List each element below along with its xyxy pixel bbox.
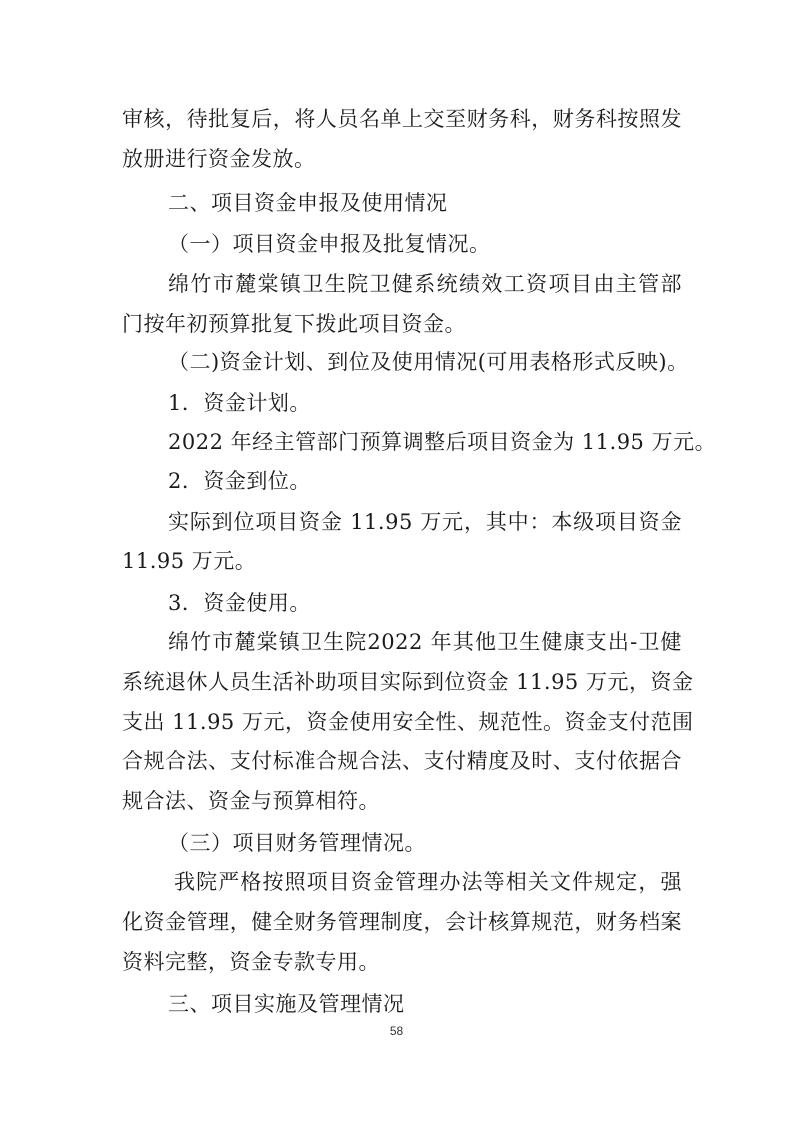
paragraph-line-13: 我院严格按照项目资金管理办法等相关文件规定，强 <box>174 870 682 894</box>
section-heading-2: 二、项目资金申报及使用情况 <box>168 191 448 215</box>
paragraph-line-10: 支出 11.95 万元，资金使用安全性、规范性。资金支付范围 <box>122 710 694 734</box>
paragraph-line-11: 合规合法、支付标准合规合法、支付精度及时、支付依据合 <box>122 749 682 773</box>
paragraph-line-1: 审核，待批复后，将人员名单上交至财务科，财务科按照发 <box>122 107 682 131</box>
subsection-heading-3: （三）项目财务管理情况。 <box>168 831 426 855</box>
paragraph-line-5: 2022 年经主管部门预算调整后项目资金为 11.95 万元。 <box>168 430 717 454</box>
subsection-heading-2: （二)资金计划、到位及使用情况(可用表格形式反映)。 <box>168 350 689 374</box>
paragraph-line-8: 绵竹市麓棠镇卫生院2022 年其他卫生健康支出-卫健 <box>168 630 682 654</box>
subsection-heading-1: （一）项目资金申报及批复情况。 <box>168 232 491 256</box>
paragraph-line-12: 规合法、资金与预算相符。 <box>122 789 380 813</box>
paragraph-line-7: 11.95 万元。 <box>122 549 257 573</box>
item-heading-3: 3．资金使用。 <box>168 591 311 615</box>
paragraph-line-3: 绵竹市麓棠镇卫生院卫健系统绩效工资项目由主管部 <box>168 272 682 296</box>
item-heading-1: 1．资金计划。 <box>168 391 311 415</box>
paragraph-line-15: 资料完整，资金专款专用。 <box>122 950 380 974</box>
section-heading-3: 三、项目实施及管理情况 <box>168 992 405 1016</box>
paragraph-line-9: 系统退休人员生活补助项目实际到位资金 11.95 万元，资金 <box>122 670 694 694</box>
paragraph-line-14: 化资金管理，健全财务管理制度，会计核算规范，财务档案 <box>122 910 682 934</box>
page-number: 58 <box>389 1024 404 1038</box>
paragraph-line-6: 实际到位项目资金 11.95 万元，其中：本级项目资金 <box>168 510 682 534</box>
paragraph-line-2: 放册进行资金发放。 <box>122 147 316 171</box>
paragraph-line-4: 门按年初预算批复下拨此项目资金。 <box>122 312 466 336</box>
item-heading-2: 2．资金到位。 <box>168 469 311 493</box>
